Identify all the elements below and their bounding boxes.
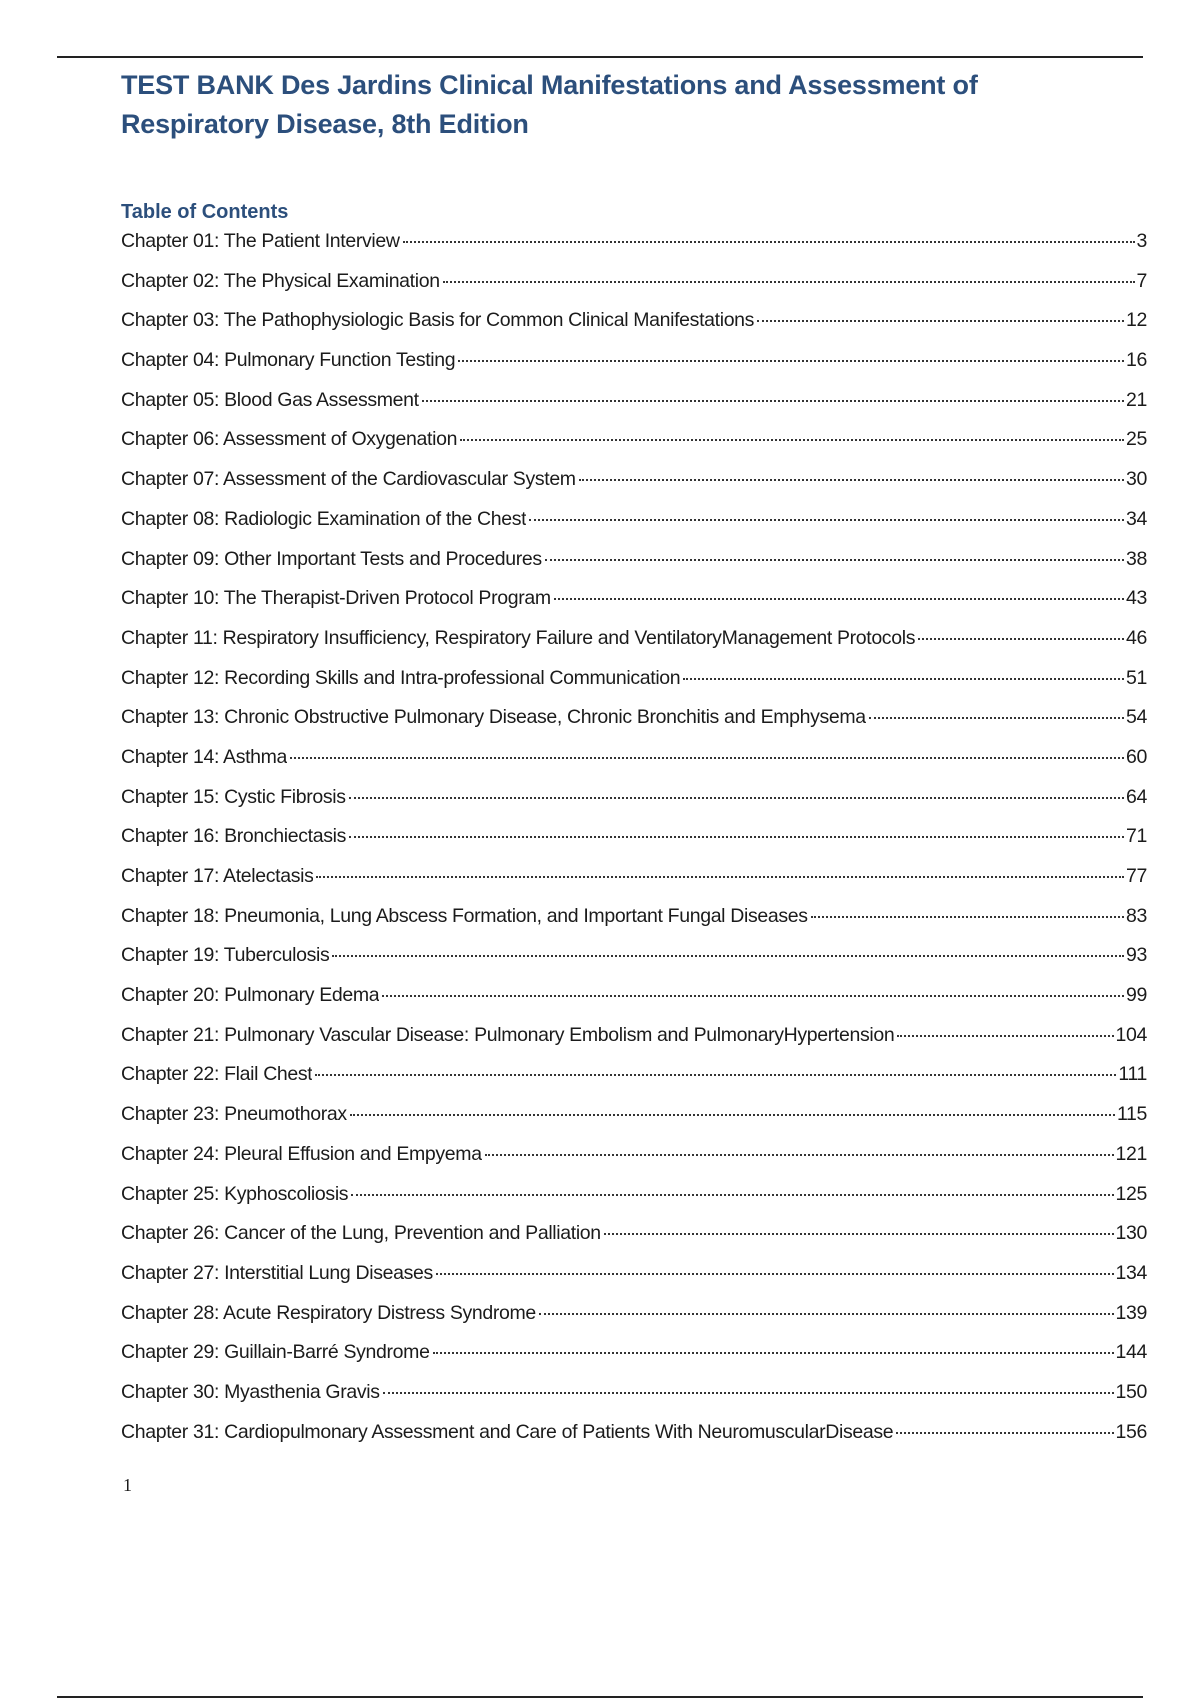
toc-entry[interactable] — [121, 1061, 1147, 1101]
dot-leader — [579, 479, 1124, 481]
dot-leader — [529, 519, 1124, 521]
toc-entry[interactable] — [121, 228, 1147, 268]
toc-entry-label: Chapter 22: Flail Chest — [121, 1063, 313, 1086]
toc-entry-label: Chapter 20: Pulmonary Edema — [121, 984, 380, 1007]
toc-entry-page: 125 — [1115, 1182, 1147, 1205]
dot-leader — [383, 1392, 1114, 1394]
toc-entry[interactable] — [121, 426, 1147, 466]
toc-entry-label: Chapter 05: Blood Gas Assessment — [121, 388, 419, 411]
toc-entry-page: 51 — [1126, 666, 1147, 689]
toc-entry-page: 43 — [1126, 587, 1147, 610]
toc-entry[interactable] — [121, 546, 1147, 586]
toc-entry-label: Chapter 09: Other Important Tests and Procedures — [121, 547, 542, 570]
toc-entry-page: 54 — [1126, 706, 1147, 729]
toc-entry-label: Chapter 02: The Physical Examination — [121, 269, 440, 292]
toc-entry-page: 25 — [1126, 428, 1147, 451]
table-of-contents — [121, 228, 1147, 1458]
toc-entry[interactable] — [121, 1339, 1147, 1379]
toc-entry-page: 34 — [1126, 507, 1147, 530]
toc-entry[interactable] — [121, 1022, 1147, 1062]
toc-entry-page: 115 — [1116, 1103, 1147, 1126]
toc-entry[interactable] — [121, 585, 1147, 625]
toc-entry[interactable] — [121, 704, 1147, 744]
toc-entry[interactable] — [121, 1260, 1147, 1300]
dot-leader — [458, 360, 1124, 362]
dot-leader — [349, 797, 1124, 799]
toc-entry-label: Chapter 16: Bronchiectasis — [121, 825, 347, 848]
toc-entry-page: 64 — [1126, 785, 1147, 808]
toc-entry[interactable] — [121, 268, 1147, 308]
toc-entry-page: 104 — [1115, 1023, 1147, 1046]
toc-entry-label: Chapter 29: Guillain-Barré Syndrome — [121, 1341, 430, 1364]
toc-entry-label: Chapter 11: Respiratory Insufficiency, Respiratory Failure and VentilatoryManagement Protocols — [121, 626, 916, 649]
toc-entry-label: Chapter 07: Assessment of the Cardiovascular System — [121, 468, 576, 491]
toc-entry[interactable] — [121, 307, 1147, 347]
dot-leader — [433, 1352, 1114, 1354]
toc-entry-page: 3 — [1136, 230, 1147, 252]
dot-leader — [869, 717, 1124, 719]
toc-entry[interactable] — [121, 347, 1147, 387]
dot-leader — [382, 995, 1124, 997]
toc-entry-page: 99 — [1126, 984, 1147, 1007]
toc-entry-label: Chapter 30: Myasthenia Gravis — [121, 1380, 380, 1403]
dot-leader — [539, 1313, 1114, 1315]
toc-entry-page: 139 — [1115, 1301, 1147, 1324]
toc-entry-page: 144 — [1115, 1341, 1147, 1364]
toc-entry-label: Chapter 19: Tuberculosis — [121, 944, 330, 967]
toc-entry-page: 150 — [1115, 1380, 1147, 1403]
dot-leader — [811, 916, 1124, 918]
toc-entry[interactable] — [121, 387, 1147, 427]
toc-heading: Table of Contents — [121, 201, 289, 223]
toc-entry-label: Chapter 31: Cardiopulmonary Assessment and Care of Patients With NeuromuscularDisease — [121, 1420, 894, 1443]
page-number: 1 — [123, 1475, 132, 1495]
toc-entry-page: 12 — [1126, 309, 1147, 332]
dot-leader — [896, 1432, 1113, 1434]
toc-entry-label: Chapter 25: Kyphoscoliosis — [121, 1182, 349, 1205]
toc-entry-label: Chapter 01: The Patient Interview — [121, 230, 400, 252]
toc-entry-page: 71 — [1126, 825, 1147, 848]
dot-leader — [460, 439, 1124, 441]
toc-entry-label: Chapter 13: Chronic Obstructive Pulmonary Disease, Chronic Bronchitis and Emphysema — [121, 706, 866, 729]
bottom-rule — [57, 1696, 1143, 1698]
toc-entry-label: Chapter 14: Asthma — [121, 745, 288, 768]
toc-entry-page: 16 — [1126, 349, 1147, 372]
toc-entry[interactable] — [121, 903, 1147, 943]
toc-entry-page: 83 — [1126, 904, 1147, 927]
document-title: TEST BANK Des Jardins Clinical Manifestations and Assessment of Respiratory Disease, 8th Edition — [121, 70, 978, 139]
toc-entry-page: 130 — [1115, 1222, 1147, 1245]
toc-entry[interactable] — [121, 625, 1147, 665]
toc-entry-page: 134 — [1115, 1261, 1147, 1284]
toc-entry-page: 38 — [1126, 547, 1147, 570]
toc-entry[interactable] — [121, 466, 1147, 506]
toc-entry[interactable] — [121, 942, 1147, 982]
toc-entry[interactable] — [121, 823, 1147, 863]
dot-leader — [683, 678, 1124, 680]
toc-entry-label: Chapter 21: Pulmonary Vascular Disease: Pulmonary Embolism and PulmonaryHypertension — [121, 1023, 895, 1046]
toc-entry-page: 46 — [1126, 626, 1147, 649]
dot-leader — [554, 598, 1124, 600]
dot-leader — [443, 281, 1135, 283]
toc-entry[interactable] — [121, 1101, 1147, 1141]
toc-entry-label: Chapter 24: Pleural Effusion and Empyema — [121, 1142, 482, 1165]
dot-leader — [403, 241, 1135, 243]
toc-entry-page: 30 — [1126, 468, 1147, 491]
toc-entry[interactable] — [121, 1300, 1147, 1340]
toc-entry-label: Chapter 26: Cancer of the Lung, Prevention and Palliation — [121, 1222, 601, 1245]
toc-entry[interactable] — [121, 665, 1147, 705]
dot-leader — [604, 1233, 1114, 1235]
toc-entry-label: Chapter 12: Recording Skills and Intra-professional Communication — [121, 666, 681, 689]
toc-entry-label: Chapter 06: Assessment of Oxygenation — [121, 428, 458, 451]
toc-entry[interactable] — [121, 1379, 1147, 1419]
toc-entry[interactable] — [121, 1181, 1147, 1221]
dot-leader — [545, 559, 1124, 561]
toc-entry-label: Chapter 28: Acute Respiratory Distress Syndrome — [121, 1301, 536, 1324]
dot-leader — [757, 320, 1124, 322]
toc-entry-label: Chapter 08: Radiologic Examination of the Chest — [121, 507, 527, 530]
dot-leader — [436, 1273, 1114, 1275]
toc-entry-label: Chapter 18: Pneumonia, Lung Abscess Formation, and Important Fungal Diseases — [121, 904, 808, 927]
dot-leader — [918, 638, 1124, 640]
toc-entry-page: 156 — [1115, 1420, 1147, 1443]
toc-entry-label: Chapter 04: Pulmonary Function Testing — [121, 349, 456, 372]
dot-leader — [422, 400, 1124, 402]
toc-entry[interactable] — [121, 1141, 1147, 1181]
toc-entry[interactable] — [121, 784, 1147, 824]
dot-leader — [349, 836, 1124, 838]
toc-entry[interactable] — [121, 744, 1147, 784]
toc-entry-page: 111 — [1118, 1063, 1147, 1086]
toc-entry[interactable] — [121, 506, 1147, 546]
dot-leader — [350, 1114, 1115, 1116]
toc-entry[interactable] — [121, 982, 1147, 1022]
toc-entry-page: 60 — [1126, 745, 1147, 768]
dot-leader — [351, 1194, 1113, 1196]
toc-entry-label: Chapter 03: The Pathophysiologic Basis for Common Clinical Manifestations — [121, 309, 755, 332]
dot-leader — [316, 876, 1124, 878]
toc-entry-label: Chapter 23: Pneumothorax — [121, 1103, 347, 1126]
dot-leader — [485, 1154, 1114, 1156]
dot-leader — [332, 955, 1124, 957]
toc-entry[interactable] — [121, 863, 1147, 903]
dot-leader — [897, 1035, 1113, 1037]
toc-entry-page: 21 — [1126, 388, 1147, 411]
top-rule — [57, 56, 1143, 58]
toc-entry-page: 7 — [1136, 269, 1147, 292]
toc-entry-label: Chapter 17: Atelectasis — [121, 865, 314, 887]
dot-leader — [315, 1074, 1116, 1076]
toc-entry-page: 93 — [1126, 944, 1147, 967]
dot-leader — [290, 757, 1124, 759]
toc-entry[interactable] — [121, 1220, 1147, 1260]
toc-entry-label: Chapter 10: The Therapist-Driven Protocol Program — [121, 587, 551, 610]
toc-entry[interactable] — [121, 1419, 1147, 1459]
toc-entry-page: 121 — [1115, 1142, 1147, 1165]
toc-entry-page: 77 — [1126, 865, 1147, 887]
toc-entry-label: Chapter 27: Interstitial Lung Diseases — [121, 1261, 433, 1284]
toc-entry-label: Chapter 15: Cystic Fibrosis — [121, 785, 346, 808]
